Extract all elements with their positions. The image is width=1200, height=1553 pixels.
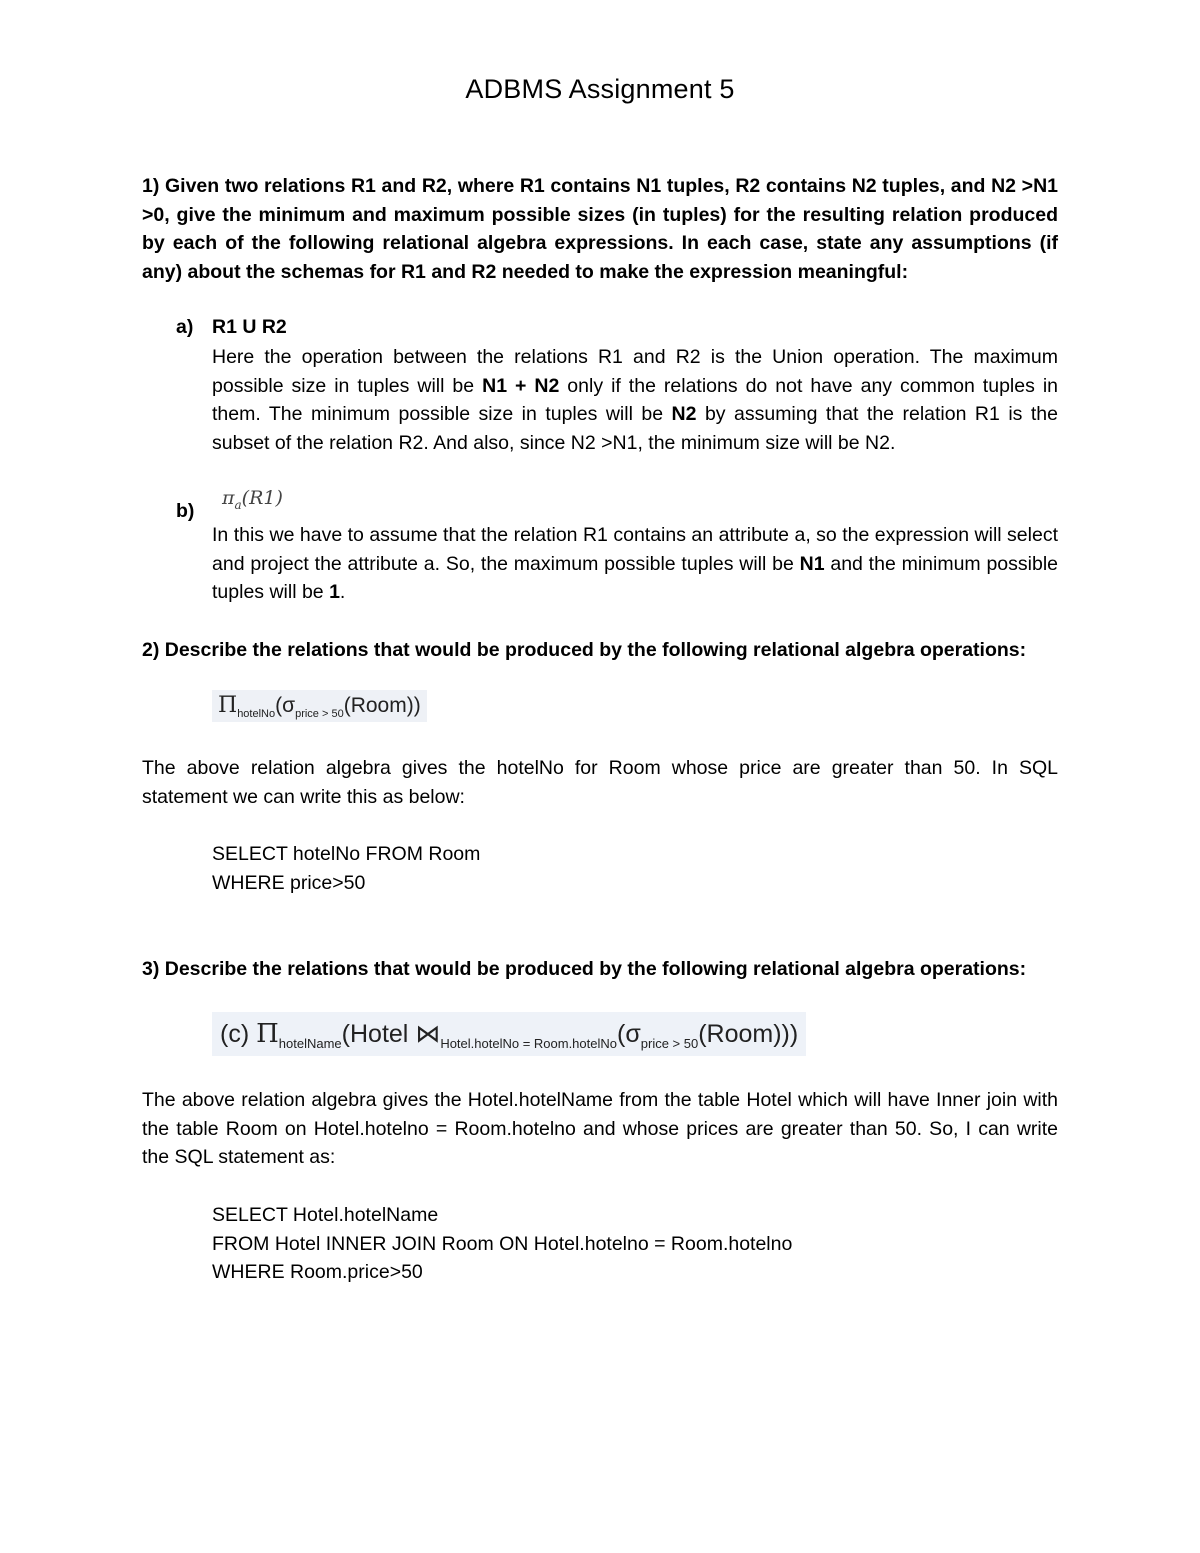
sql-line: SELECT hotelNo FROM Room [212,843,481,865]
question-3-explanation: The above relation algebra gives the Hotel.hotelName from the table Hotel which will have Inner join with the table Room on Hotel.hotelno = Room.hotelno and whose prices are greater than 50. So, I can write the SQL statement as: [142,1089,1058,1169]
question-2-text: 2) Describe the relations that would be produced by the following relational algebra operations: [142,639,1027,661]
question-3-formula: (c) $\Pi_{hotelName}(Hotel$ $⋈_{Hotel.hotelNo = Room.hotelNo}(\sigma_{price > 50}(Room))$) [212,1012,806,1056]
page-title: ADBMS Assignment 5 [465,74,735,104]
item-b-answer: In this we have to assume that the relation R1 contains an attribute a, so the expression will select and project the attribute a. So, the maximum possible tuples will be N1 and the minimum possible tuples will be 1. [212,524,1058,604]
item-a-label: a) [176,316,194,338]
question-2-sql [212,840,480,897]
sql-line: WHERE price>50 [212,871,366,894]
question-2-explanation: The above relation algebra gives the hotelNo for Room whose price are greater than 50. In SQL statement we can write this as below: [142,757,1058,808]
question-2-formula: $\Pi_{hotelNo}(\sigma_{price > 50}(Room))$ [212,690,427,722]
item-a-expression: R1 U R2 [212,316,287,338]
item-a-answer: Here the operation between the relations R1 and R2 is the Union operation. The maximum possible size in tuples will be N1 + N2 only if the relations do not have any common tuples in them. The minimum possible size in tuples will be N2 by assuming that the relation R1 is the subset of the relation R2. And also, since N2 >N1, the minimum size will be N2. [212,346,1058,454]
sql-line: WHERE Room.price>50 [212,1261,423,1284]
sql-line: SELECT Hotel.hotelName [212,1204,439,1226]
question-3-text: 3) Describe the relations that would be produced by the following relational algebra operations: [142,958,1027,980]
question-3-sql [212,1201,792,1287]
sql-line: FROM Hotel INNER JOIN Room ON Hotel.hotelno = Room.hotelno [212,1232,793,1255]
item-b-expression: $\pi_a(R1)$ [222,487,283,512]
item-b-label: b) [176,500,195,522]
question-1-text: 1) Given two relations R1 and R2, where R1 contains N1 tuples, R2 contains N2 tuples, and N2 >N1 >0, give the minimum and maximum possible sizes (in tuples) for the resulting relation produced by each of the following relational algebra expressions. In each case, state any assumptions (if any) about the schemas for R1 and R2 needed to make the expression meaningful: [142,175,1058,283]
